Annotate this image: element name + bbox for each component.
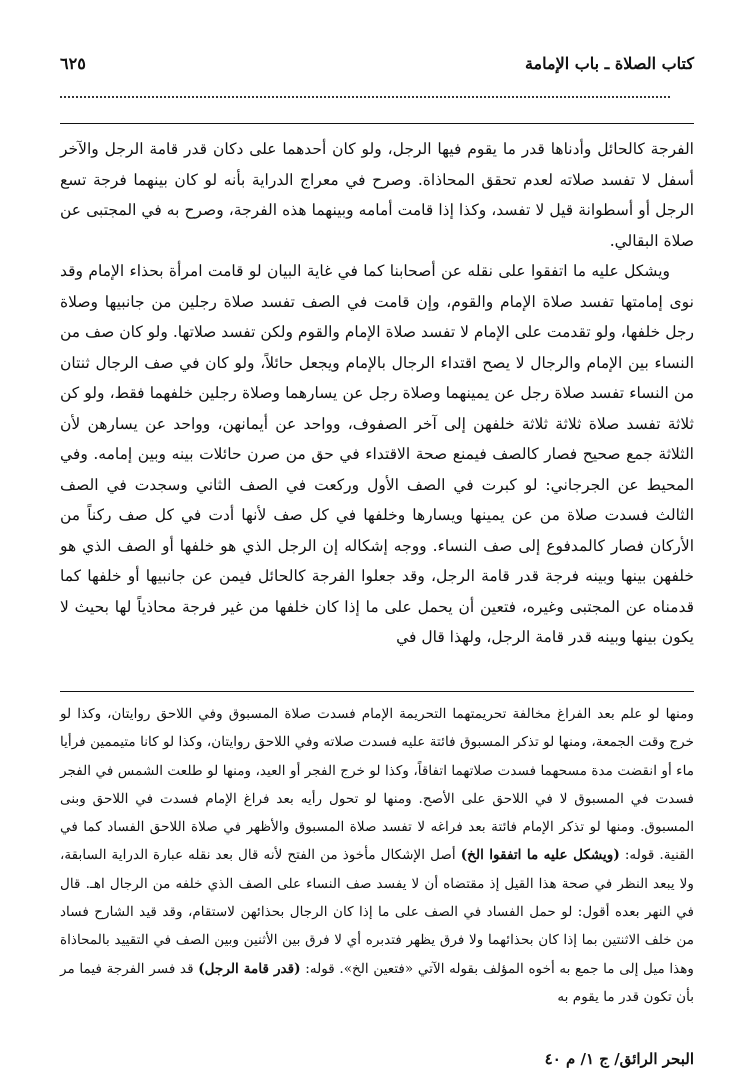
header-rule — [60, 123, 694, 124]
footnote-rule — [60, 691, 694, 692]
dotted-separator — [60, 96, 670, 98]
page-number: ٦٢٥ — [60, 53, 86, 73]
notes-text-1: ومنها لو علم بعد الفراغ مخالفة تحريمتهما التحريمة الإمام فسدت صلاة المسبوق وفي اللاحق روايتان، وكذا لو خرج وقت الجمعة، ومنها لو تذكر المسبوق فائتة عليه فسدت صلاته وفي اللاحق روايتان، وكذا لو كانا متيممين فرأيا ماء أو انقضت مدة مسحهما فسدت صلاتهما اتفاقاً، وكذا لو خرج الفجر أو العيد، ومنها لو طلعت الشمس في الفجر فسدت في المسبوق لا في اللاحق على الأصح. ومنها لو تحول رأيه بعد فراغ الإمام فسدت في اللاحق وبنى المسبوق. ومنها لو تذكر الإمام فائتة بعد فراغه لا تفسد صلاة المسبوق والأظهر في صلاة اللاحق الفساد كما في القنية. قوله: — [60, 706, 694, 864]
header-title: كتاب الصلاة ـ باب الإمامة — [524, 53, 694, 73]
commentary-notes — [60, 700, 694, 1011]
notes-text-3: قد فسر الفرجة فيما مر بأن تكون قدر ما يقوم به — [60, 960, 694, 1005]
footer-signature: البحر الرائق/ ج ١/ م ٤٠ — [544, 1050, 694, 1068]
notes-paragraph — [60, 700, 694, 1011]
main-paragraph-2: ويشكل عليه ما اتفقوا على نقله عن أصحابنا كما في غاية البيان لو قامت امرأة بحذاء الإمام وقد نوى إمامتها تفسد صلاة الإمام والقوم، وإن قامت في الصف تفسد صلاة رجلين من جانبيها وصلاة رجل خلفها، ولو تقدمت على الإمام لا تفسد صلاة الإمام والقوم ولكن تفسد صلاتها. ولو كان صف من النساء بين الإمام والرجال لا يصح اقتداء الرجال بالإمام ويجعل حائلاً، ولو كان في صف الرجال ثنتان من النساء تفسد صلاة رجل عن يمينهما وصلاة رجل عن يسارهما وصلاة رجلين خلفهما فقط، ولو كن ثلاثة تفسد صلاة ثلاثة ثلاثة خلفهن إلى آخر الصفوف، وواحد عن أيمانهن، وواحد عن يسارهن لأن الثلاثة جمع صحيح فصار كالصف فيمنع صحة الاقتداء في حق من صرن حائلات بينه وبين إمامه. وفي المحيط عن الجرجاني: لو كبرت في الصف الأول وركعت في الصف الثاني وسجدت في الصف الثالث فسدت صلاة من عن يمينها ويسارها وخلفها في كل صف لأنها أدت في كل صف ركناً من الأركان فصار كالمدفوع إلى صف النساء. ووجه إشكاله إن الرجل الذي هو خلفها أو الصف الذي هو خلفهن بينها وبينه فرجة قدر قامة الرجل، وقد جعلوا الفرجة كالحائل فيمن عن جانبيها أو خلفها كما قدمناه عن المجتبى وغيره، فتعين أن يحمل على ما إذا كان خلفها من غير فرجة محاذياً لها بحيث لا يكون بينها وبينه قدر قامة الرجل، ولهذا قال في — [60, 262, 694, 646]
main-text — [60, 134, 694, 653]
running-header — [60, 48, 694, 78]
notes-text-2: أصل الإشكال مأخوذ من الفتح لأنه قال بعد نقله عبارة الدراية السابقة، ولا يبعد النظر في صحة هذا القيل إذ مقتضاه أن لا يفسد صف النساء على الصف الذي خلفه من الرجال اهـ. قال في النهر بعده أقول: لو حمل الفساد في الصف على ما إذا كان الرجال بحذائهن لاستقام، وقد قيد الشارح فساد من خلف الاثنتين بما إذا كان بحذائهما ولا فرق يظهر فتدبره أي لا فرق بين الأثنين وبين الصف في التقييد بالمحاذاة وهذا ميل إلى ما جمع به أخوه المؤلف بقوله الآتي «فتعين الخ». قوله: — [60, 847, 694, 977]
quote-2: (قدر قامة الرجل) — [198, 960, 301, 977]
quote-1: (ويشكل عليه ما اتفقوا الخ) — [460, 847, 620, 864]
main-paragraph-1: الفرجة كالحائل وأدناها قدر ما يقوم فيها الرجل، ولو كان أحدهما على دكان قدر قامة الرجل والآخر أسفل لا تفسد صلاته لعدم تحقق المحاذاة. وصرح في معراج الدراية بأنه لو كان بينهما فرجة تسع الرجل أو أسطوانة قيل لا تفسد، وكذا إذا قامت أمامه وبينهما هذه الفرجة، وصرح به في المجتبى عن صلاة البقالي. — [60, 140, 694, 250]
